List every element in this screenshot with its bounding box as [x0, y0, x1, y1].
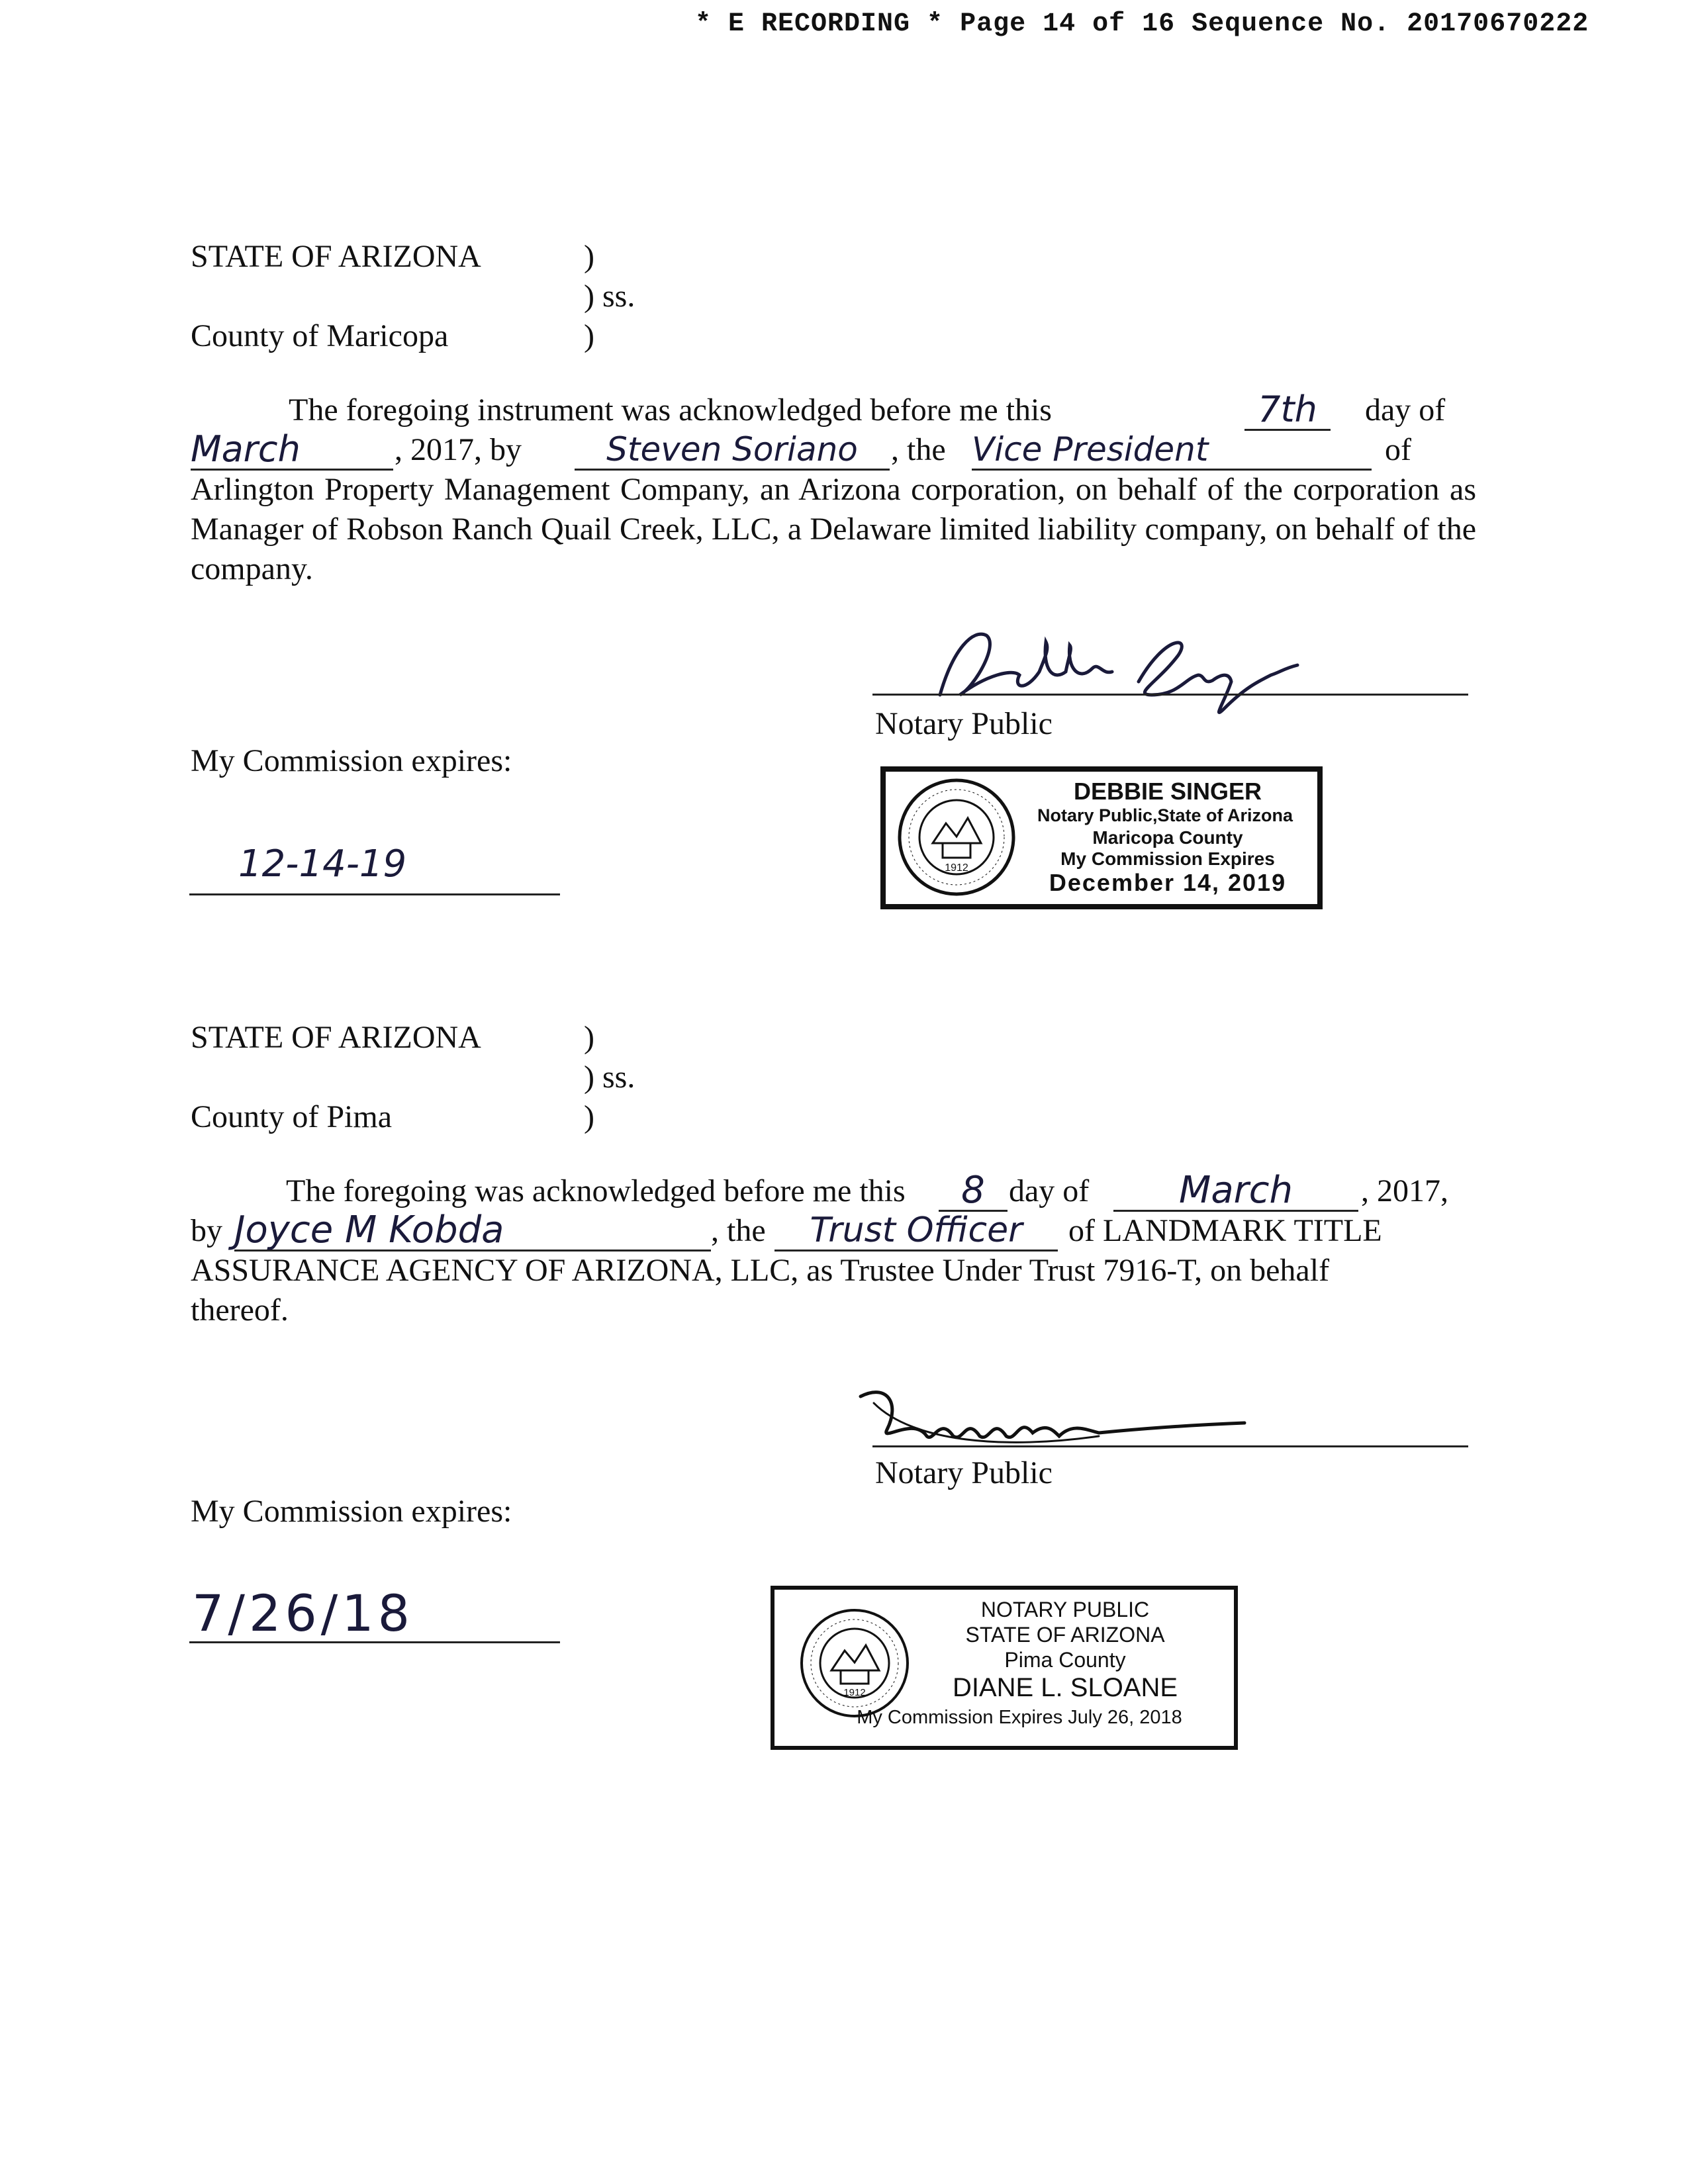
ack2-line2-b: , the: [711, 1213, 766, 1248]
ack1-stamp-line2: Notary Public,State of Arizona: [1037, 805, 1293, 825]
ack1-day-handwritten: 7th: [1244, 390, 1331, 431]
ack2-name-handwritten: Joyce M Kobda: [234, 1211, 711, 1251]
ack1-seal-year: 1912: [945, 862, 968, 874]
ack1-name-handwritten: Steven Soriano: [575, 430, 890, 471]
ack1-stamp-line5: December 14, 2019: [1049, 869, 1287, 896]
ack2-title-blank: [774, 1211, 1058, 1251]
ack2-expires-handwritten: 7/26/18: [192, 1584, 414, 1643]
ack1-title-blank: [972, 430, 1372, 471]
ack2-month-blank: [1113, 1171, 1358, 1212]
ack2-name-blank: [234, 1208, 711, 1252]
ack1-stamp-line4: My Commission Expires: [1060, 848, 1275, 869]
ack2-signature-line: [872, 1445, 1468, 1447]
ack1-line2-c: of: [1385, 432, 1411, 467]
recording-header: * E RECORDING * Page 14 of 16 Sequence No. 20170670222: [695, 9, 1589, 39]
ack1-line2-b: , the: [891, 432, 946, 467]
ack2-stamp-line1: NOTARY PUBLIC: [980, 1598, 1150, 1621]
ack2-stamp-line5: My Commission Expires July 26, 2018: [857, 1707, 1182, 1728]
ack2-line1-c: , 2017,: [1361, 1173, 1448, 1208]
ack2-line2-a: by: [191, 1213, 222, 1248]
ack1-day-blank: [1244, 390, 1331, 432]
ack2-stamp-line2: STATE OF ARIZONA: [965, 1623, 1165, 1647]
ack1-expires-line: [189, 893, 560, 895]
venue-paren-1a: ): [584, 239, 594, 274]
ack1-signature-line: [872, 694, 1468, 696]
ack1-commission-label: My Commission expires:: [191, 743, 512, 778]
venue-ss-2: ) ss.: [584, 1060, 635, 1095]
venue-state-2: STATE OF ARIZONA: [191, 1020, 481, 1055]
ack1-line1-start: The foregoing instrument was acknowledged before me this: [289, 392, 1052, 428]
ack2-line1-b: day of: [1009, 1173, 1090, 1208]
venue-county-2: County of Pima: [191, 1099, 393, 1134]
ack1-name-blank: [575, 430, 890, 471]
ack2-title-handwritten: Trust Officer: [774, 1211, 1058, 1251]
ack2-day-blank: [939, 1171, 1008, 1212]
ack2-month-handwritten: March: [1113, 1171, 1358, 1212]
venue-paren-1c: ): [584, 318, 594, 353]
ack1-month-blank: [191, 430, 393, 471]
ack1-month-handwritten: March: [191, 430, 393, 471]
ack2-stamp-name: DIANE L. SLOANE: [952, 1673, 1178, 1702]
ack1-line2-a: , 2017, by: [395, 432, 522, 467]
ack1-notary-stamp: [880, 766, 1323, 909]
ack1-paragraph-body: Arlington Property Management Company, an Arizona corporation, on behalf of the corporation as Manager of Robson Ranch Quail Creek, LLC, a Delaware limited liability company, on behalf of the company.: [191, 472, 1476, 586]
venue-ss-1: ) ss.: [584, 279, 635, 314]
ack1-notary-label: Notary Public: [875, 706, 1053, 741]
ack1-expires-handwritten: 12-14-19: [238, 842, 407, 886]
ack2-line2-c: of LANDMARK TITLE: [1068, 1213, 1382, 1248]
ack2-line3: ASSURANCE AGENCY OF ARIZONA, LLC, as Trustee Under Trust 7916-T, on behalf: [191, 1253, 1330, 1288]
venue-county-1: County of Maricopa: [191, 318, 449, 353]
ack2-seal-year: 1912: [843, 1687, 866, 1698]
ack2-stamp-line3: Pima County: [1004, 1648, 1126, 1672]
ack2-line1-a: The foregoing was acknowledged before me this: [286, 1173, 906, 1208]
ack2-notary-stamp: [771, 1586, 1238, 1750]
venue-state-1: STATE OF ARIZONA: [191, 239, 481, 274]
ack2-notary-signature: [834, 1377, 1337, 1463]
ack2-expires-line: [189, 1641, 560, 1643]
ack1-stamp-name: DEBBIE SINGER: [1073, 778, 1262, 805]
ack2-day-handwritten: 8: [939, 1171, 1008, 1212]
venue-paren-2c: ): [584, 1099, 594, 1134]
ack1-stamp-line3: Maricopa County: [1092, 827, 1243, 848]
ack2-line4: thereof.: [191, 1293, 289, 1328]
ack1-line1-end: day of: [1365, 392, 1446, 428]
ack2-notary-label: Notary Public: [875, 1455, 1053, 1490]
ack2-commission-label: My Commission expires:: [191, 1494, 512, 1529]
ack2-state-seal: [798, 1607, 911, 1719]
venue-paren-2a: ): [584, 1020, 594, 1055]
ack1-state-seal: [896, 777, 1017, 897]
ack1-title-handwritten: Vice President: [972, 430, 1372, 471]
